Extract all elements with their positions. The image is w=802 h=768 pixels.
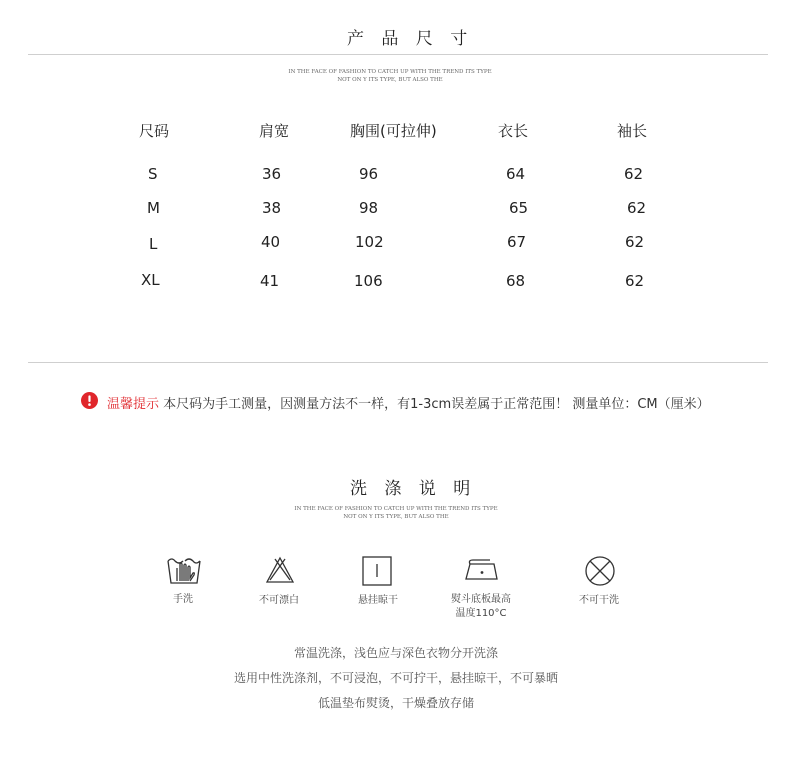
wash-note-3: 低温垫布熨烫，干燥叠放存储: [317, 696, 474, 710]
wash-note-2: 选用中性洗涤剂，不可浸泡，不可拧干，悬挂晾干，不可暴晒: [233, 671, 558, 685]
table-cell: 41: [260, 272, 280, 290]
care-label-no-dry-clean: 不可干洗: [579, 595, 619, 606]
table-cell: 102: [355, 233, 384, 251]
tip-line: [107, 393, 710, 412]
table-cell: 106: [354, 272, 383, 290]
care-label-line-dry: 悬挂晾干: [358, 595, 398, 606]
tip-text: 本尺码为手工测量，因测量方法不一样，有1-3cm误差属于正常范围！ 测量单位：CM（厘米）: [163, 397, 710, 412]
line-dry-icon: [362, 556, 392, 586]
table-cell: 65: [509, 199, 529, 217]
hand-wash-icon: [165, 556, 203, 586]
wash-section-title: 洗 涤 说 明: [350, 479, 477, 499]
table-cell: 67: [507, 233, 527, 251]
care-label-iron-line1: 熨斗底板最高: [451, 594, 511, 605]
size-subtitle-line1: IN THE FACE OF FASHION TO CATCH UP WITH THE TREND ITS TYPE: [288, 69, 492, 75]
table-cell: 62: [624, 165, 644, 183]
table-cell: 38: [262, 199, 282, 217]
table-cell: 62: [627, 199, 647, 217]
table-cell: 40: [261, 233, 281, 251]
header-size: 尺码: [139, 122, 170, 140]
header-sleeve: 袖长: [617, 122, 648, 140]
size-section-subtitle: [240, 68, 540, 84]
no-bleach-icon: [265, 556, 295, 584]
size-section-title: 产 品 尺 寸: [347, 29, 474, 49]
table-cell: 98: [359, 199, 379, 217]
section-divider-top: [28, 54, 768, 55]
table-cell: 62: [625, 272, 645, 290]
care-label-iron: [426, 593, 536, 621]
header-length: 衣长: [498, 122, 529, 140]
wash-subtitle-line2: NOT ON Y ITS TYPE, BUT ALSO THE: [343, 514, 449, 520]
size-subtitle-line2: NOT ON Y ITS TYPE, BUT ALSO THE: [337, 77, 443, 83]
wash-note-1: 常温洗涤，浅色应与深色衣物分开洗涤: [293, 646, 498, 660]
table-cell: M: [147, 199, 160, 217]
section-divider-middle: [28, 362, 768, 363]
wash-section-subtitle: [246, 505, 546, 521]
tip-label: 温馨提示: [107, 397, 160, 412]
table-cell: 68: [506, 272, 526, 290]
table-cell: 64: [506, 165, 526, 183]
table-cell: XL: [141, 271, 160, 289]
table-cell: S: [148, 165, 158, 183]
table-cell: 96: [359, 165, 379, 183]
care-label-hand-wash: 手洗: [173, 594, 193, 605]
exclamation-circle-icon: [81, 392, 98, 413]
table-cell: 36: [262, 165, 282, 183]
care-label-no-bleach: 不可漂白: [259, 595, 299, 606]
header-chest: 胸围(可拉伸): [350, 122, 437, 140]
table-cell: L: [149, 235, 158, 253]
iron-icon: [464, 558, 500, 582]
no-dry-clean-icon: [584, 555, 616, 587]
header-shoulder: 肩宽: [259, 122, 290, 140]
care-label-iron-line2: 温度110°C: [455, 608, 507, 619]
wash-subtitle-line1: IN THE FACE OF FASHION TO CATCH UP WITH THE TREND ITS TYPE: [294, 506, 498, 512]
table-cell: 62: [625, 233, 645, 251]
